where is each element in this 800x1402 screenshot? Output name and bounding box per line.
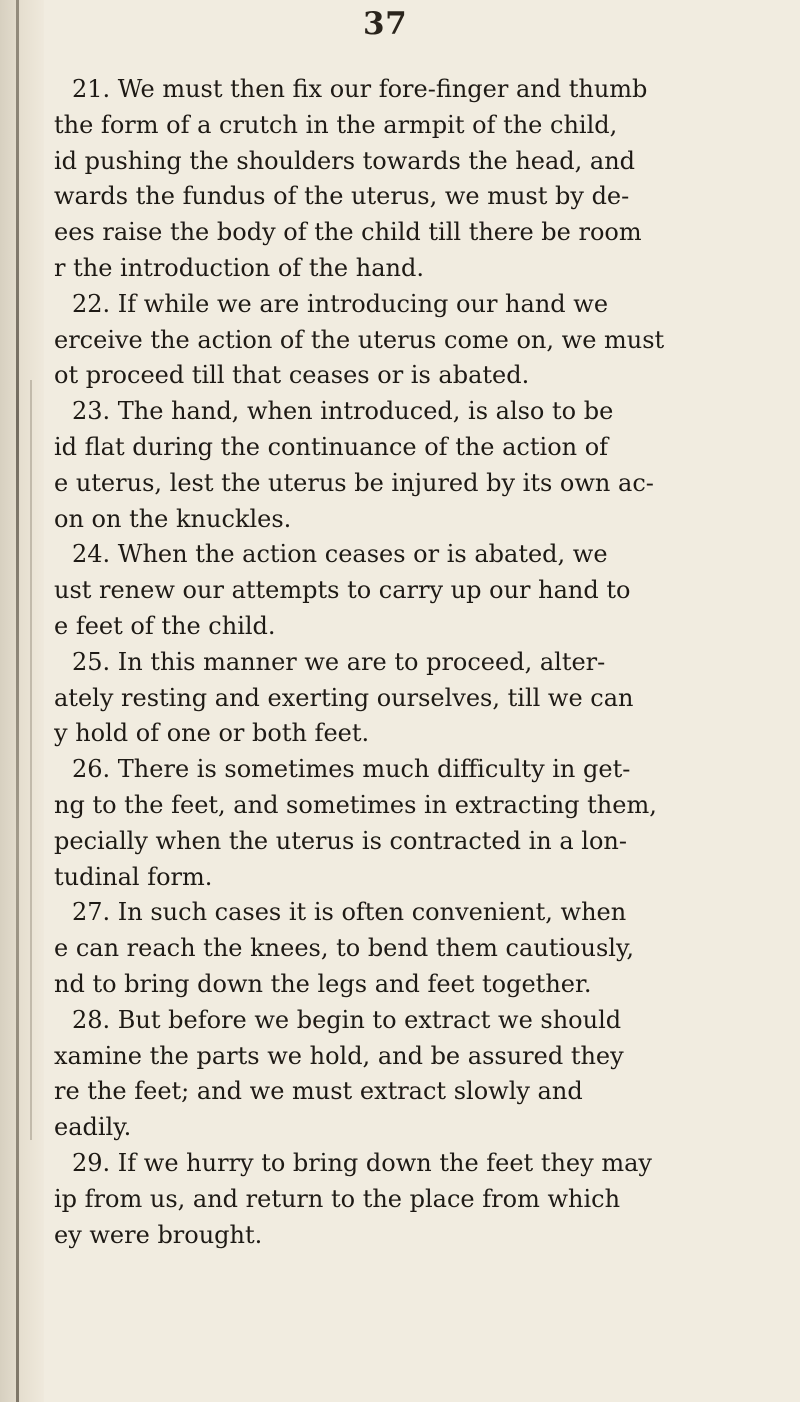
text-line: erceive the action of the uterus come on, we must — [54, 325, 665, 354]
text-line: y hold of one or both feet. — [54, 719, 370, 748]
text-line: ng to the feet, and sometimes in extracting them, — [54, 790, 657, 819]
text-line: 27. In such cases it is often convenient, when — [72, 898, 627, 927]
binding-edge — [16, 0, 19, 1402]
text-line: r the introduction of the hand. — [54, 253, 424, 282]
text-line: e feet of the child. — [54, 611, 276, 640]
text-line: id pushing the shoulders towards the head, and — [54, 146, 636, 175]
binding-shadow — [30, 380, 32, 1140]
text-line: on on the knuckles. — [54, 504, 292, 533]
text-line: the form of a crutch in the armpit of the child, — [54, 110, 618, 139]
text-line: wards the fundus of the uterus, we must by de- — [54, 182, 630, 211]
text-line: 28. But before we begin to extract we should — [72, 1005, 622, 1034]
text-line: ey were brought. — [54, 1220, 263, 1249]
text-line: ip from us, and return to the place from which — [54, 1184, 621, 1213]
text-line: e uterus, lest the uterus be injured by its own ac- — [54, 468, 654, 497]
text-line: ot proceed till that ceases or is abated. — [54, 361, 530, 390]
text-line: 23. The hand, when introduced, is also to be — [72, 397, 614, 426]
text-line: 21. We must then fix our fore-finger and thumb — [72, 75, 648, 103]
text-line: re the feet; and we must extract slowly and — [54, 1077, 583, 1106]
text-line: id flat during the continuance of the action of — [54, 432, 609, 461]
text-line: 22. If while we are introducing our hand we — [72, 289, 609, 318]
text-line: 25. In this manner we are to proceed, alter- — [72, 647, 606, 676]
text-line: ust renew our attempts to carry up our hand to — [54, 576, 631, 605]
text-line: 29. If we hurry to bring down the feet they may — [72, 1148, 652, 1177]
text-line: ees raise the body of the child till there be room — [54, 218, 642, 247]
text-line: nd to bring down the legs and feet together. — [54, 969, 592, 998]
text-line: e can reach the knees, to bend them cautiously, — [54, 934, 634, 963]
page-number: 37 — [363, 6, 408, 42]
page-gutter — [0, 0, 44, 1402]
text-line: pecially when the uterus is contracted in a lon- — [54, 826, 627, 855]
text-line: 24. When the action ceases or is abated, we — [72, 540, 608, 569]
text-line: eadily. — [54, 1113, 132, 1142]
text-line: 26. There is sometimes much difficulty in get- — [72, 755, 631, 784]
body-text — [54, 72, 790, 1253]
text-line: ately resting and exerting ourselves, till we can — [54, 683, 634, 712]
text-line: xamine the parts we hold, and be assured they — [54, 1041, 624, 1070]
text-line: tudinal form. — [54, 862, 213, 891]
